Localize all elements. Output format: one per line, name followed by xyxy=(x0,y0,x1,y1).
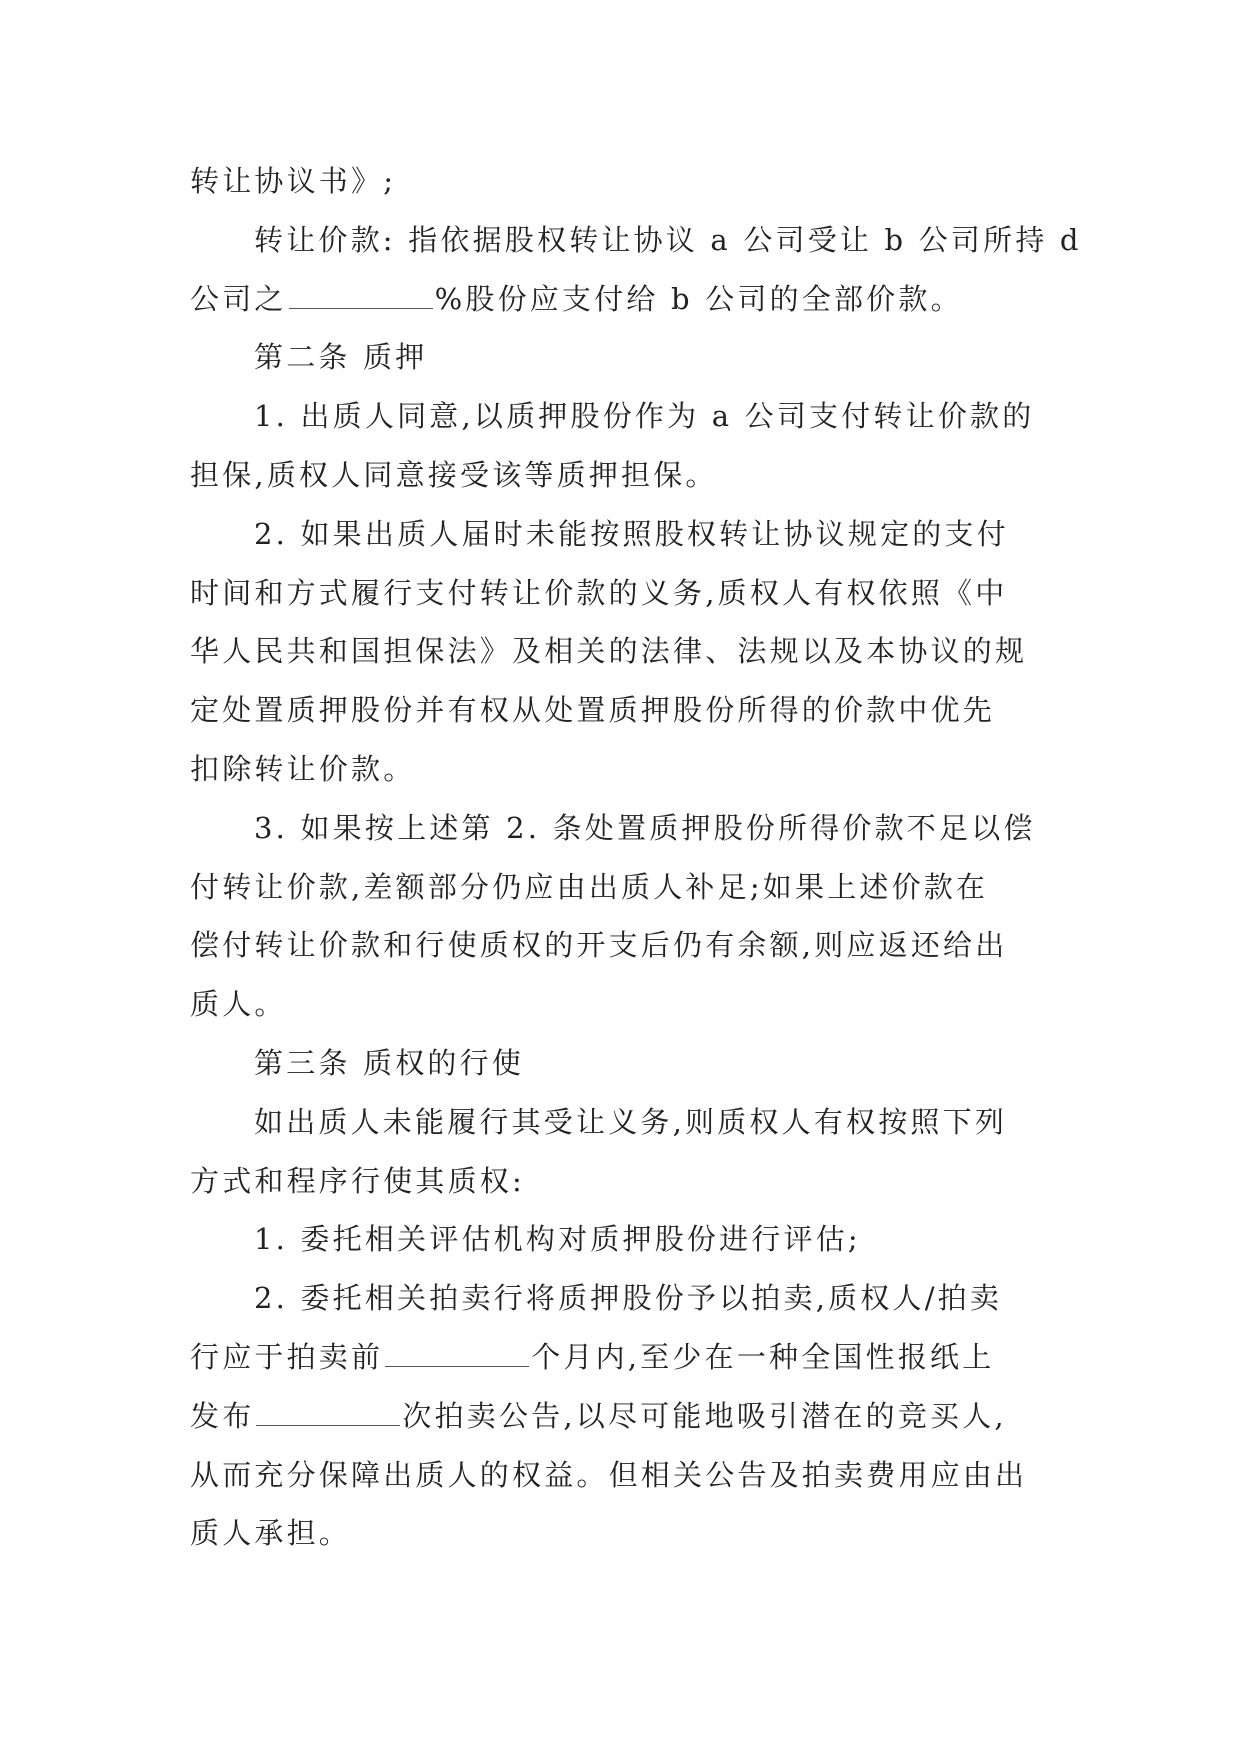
text-line: 质人。 xyxy=(190,987,287,1022)
text-fragment: 次拍卖公告,以尽可能地吸引潜在的竞买人, xyxy=(402,1398,1007,1433)
text-line: 时间和方式履行支付转让价款的义务,质权人有权依照《中 xyxy=(190,575,1008,610)
text-line xyxy=(190,270,1060,329)
text-line xyxy=(190,1387,1060,1446)
text-line: 2. 委托相关拍卖行将质押股份予以拍卖,质权人/拍卖 xyxy=(254,1281,1003,1316)
text-line: 扣除转让价款。 xyxy=(190,751,416,786)
text-fragment: 行应于拍卖前 xyxy=(190,1339,384,1374)
fill-in-blank xyxy=(385,1338,529,1367)
text-line: 如出质人未能履行其受让义务,则质权人有权按照下列 xyxy=(254,1104,1008,1139)
fill-in-blank xyxy=(256,1397,400,1426)
document-body xyxy=(190,152,1082,1563)
text-line: 定处置质押股份并有权从处置质押股份所得的价款中优先 xyxy=(190,693,996,728)
text-fragment: %股份应支付给 b 公司的全部价款。 xyxy=(434,281,963,316)
text-line: 3. 如果按上述第 2. 条处置质押股份所得价款不足以偿 xyxy=(254,810,1036,845)
text-line: 1. 出质人同意,以质押股份作为 a 公司支付转让价款的 xyxy=(254,399,1035,434)
text-fragment: 个月内,至少在一种全国性报纸上 xyxy=(531,1339,995,1374)
text-fragment: 公司之 xyxy=(190,281,287,316)
text-line: 转让协议书》; xyxy=(190,164,397,198)
text-line: 质人承担。 xyxy=(190,1516,352,1551)
text-line: 2. 如果出质人届时未能按照股权转让协议规定的支付 xyxy=(254,516,1009,551)
text-fragment: 发布 xyxy=(190,1398,255,1433)
text-line: 偿付转让价款和行使质权的开支后仍有余额,则应返还给出 xyxy=(190,928,1008,963)
text-line: 华人民共和国担保法》及相关的法律、法规以及本协议的规 xyxy=(190,634,1028,669)
article-heading: 第三条 质权的行使 xyxy=(254,1045,525,1080)
article-heading: 第二条 质押 xyxy=(254,340,428,375)
text-line: 从而充分保障出质人的权益。但相关公告及拍卖费用应由出 xyxy=(190,1457,1028,1492)
text-line: 付转让价款,差额部分仍应由出质人补足;如果上述价款在 xyxy=(190,869,989,904)
text-line: 1. 委托相关评估机构对质押股份进行评估; xyxy=(254,1222,861,1257)
text-line: 方式和程序行使其质权: xyxy=(190,1163,525,1198)
text-line: 担保,质权人同意接受该等质押担保。 xyxy=(190,457,718,492)
text-line xyxy=(190,1328,1060,1387)
text-line: 转让价款: 指依据股权转让协议 a 公司受让 b 公司所持 d xyxy=(254,222,1082,257)
fill-in-blank xyxy=(289,280,433,309)
